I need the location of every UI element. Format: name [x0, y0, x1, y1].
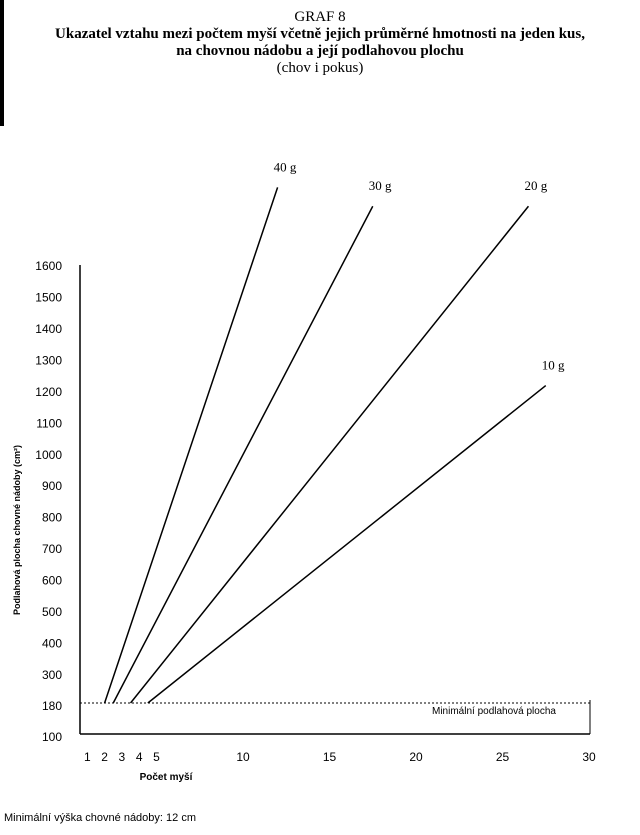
x-tick-label: 30 — [582, 750, 596, 764]
y-tick-label: 180 — [41, 699, 62, 713]
series-lines — [105, 159, 565, 703]
x-tick-label: 20 — [409, 750, 423, 764]
x-tick-labels — [84, 750, 596, 764]
series-line-30g — [113, 206, 373, 703]
y-tick-label: 700 — [41, 542, 62, 557]
y-tick-labels — [35, 259, 62, 744]
x-tick-label: 2 — [101, 750, 108, 764]
y-tick-label: 1100 — [36, 416, 62, 431]
footnote-min-height: Minimální výška chovné nádoby: 12 cm — [4, 812, 196, 824]
x-tick-label: 3 — [118, 750, 126, 764]
y-tick-label: 900 — [41, 479, 62, 494]
y-tick-label: 1300 — [35, 353, 62, 368]
series-label: 20 g — [524, 178, 548, 194]
y-tick-label: 1500 — [35, 290, 62, 305]
x-tick-label: 5 — [153, 750, 160, 764]
y-tick-label: 500 — [41, 605, 62, 620]
chart-title-line-1: Ukazatel vztahu mezi počtem myší včetně jejich průměrné hmotnosti na jeden kus, — [55, 26, 585, 42]
x-axis-title: Počet myší — [139, 772, 193, 783]
graph-number: GRAF 8 — [294, 9, 346, 25]
series-label: 10 g — [541, 357, 565, 373]
x-tick-label: 10 — [236, 750, 250, 764]
y-tick-label: 400 — [41, 636, 62, 651]
x-tick-label: 4 — [135, 750, 143, 764]
y-tick-label: 300 — [41, 668, 62, 682]
y-tick-label: 1400 — [35, 321, 62, 336]
series-line-20g — [131, 206, 529, 703]
axes — [80, 265, 590, 734]
y-tick-label: 1600 — [35, 259, 62, 273]
x-tick-label: 25 — [495, 750, 510, 764]
y-tick-label: 1000 — [35, 447, 62, 462]
series-line-40g — [105, 187, 278, 703]
minimum-area-label: Minimální podlahová plocha — [432, 706, 556, 717]
y-tick-label: 800 — [41, 510, 62, 525]
series-label: 30 g — [368, 178, 392, 194]
chart-subtitle: (chov i pokus) — [276, 60, 364, 76]
chart-title-line-2: na chovnou nádobu a její podlahovou plochu — [176, 43, 464, 59]
y-tick-label: 1200 — [35, 384, 62, 399]
x-tick-label: 1 — [83, 750, 91, 764]
y-tick-label: 600 — [41, 573, 62, 588]
y-tick-label: 100 — [41, 730, 62, 744]
y-axis-title: Podlahová plocha chovné nádoby (cm²) — [12, 444, 22, 616]
series-label: 40 g — [273, 159, 297, 175]
x-tick-label: 15 — [322, 750, 337, 764]
